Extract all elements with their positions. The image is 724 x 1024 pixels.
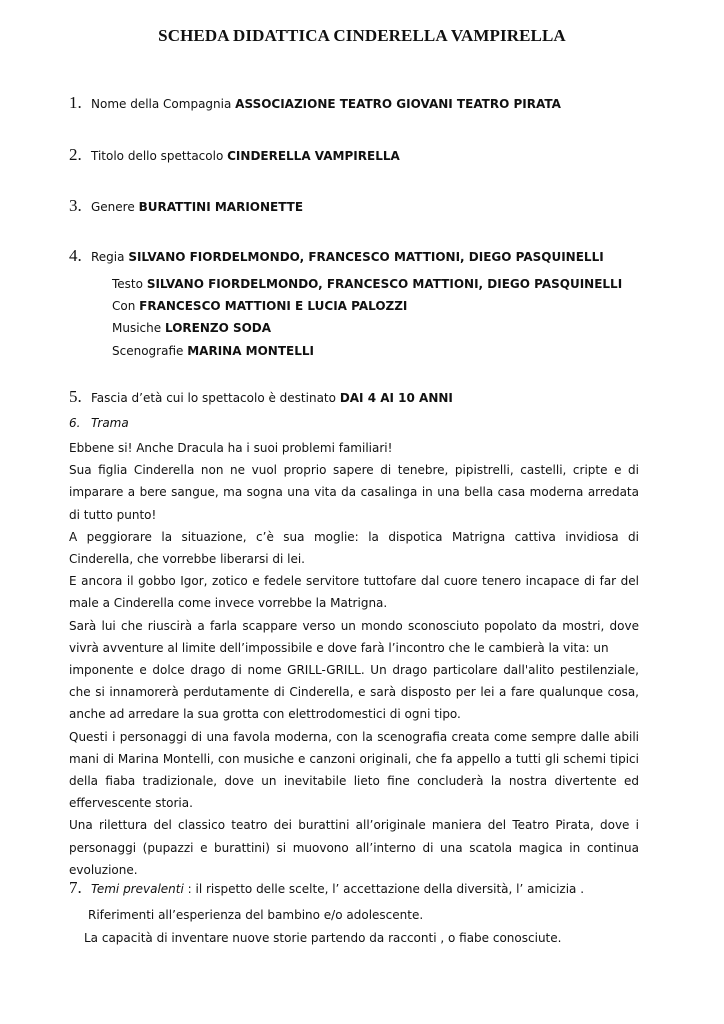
item-number: 2.	[69, 145, 82, 164]
item-value: BURATTINI MARIONETTE	[138, 200, 304, 214]
item-number: 1.	[69, 93, 82, 112]
credit-value: MARINA MONTELLI	[187, 344, 314, 358]
item-compagnia	[69, 93, 561, 113]
trama-paragraph: Sarà lui che riuscirà a farla scappare verso un mondo sconosciuto popolato da mostri, dove vivrà avventure al limite dell’impossibile e dove farà l’incontro che le cambierà la vita: un	[69, 618, 639, 655]
item-value: DAI 4 AI 10 ANNI	[339, 391, 453, 405]
trama-paragraph: Questi i personaggi di una favola moderna, con la scenografia creata come sempre dalle abili mani di Marina Montelli, con musiche e canzoni originali, che fa appello a tutti gli schemi tipici della fiaba tradizionale, dove un inevitabile lieto fine concluderà la nostra divertente ed effervescente storia.	[69, 729, 639, 811]
item-fascia-eta	[69, 387, 453, 407]
item-label: Fascia d’età cui lo spettacolo è destinato	[91, 391, 336, 405]
item-value: CINDERELLA VAMPIRELLA	[227, 149, 400, 163]
trama-paragraph: Sua figlia Cinderella non ne vuol proprio sapere di tenebre, pipistrelli, castelli, cripte e di imparare a bere sangue, ma sogna una vita da casalinga in una bella casa moderna arredata di tutto punto!	[69, 463, 639, 522]
item-label: Nome della Compagnia	[91, 97, 232, 111]
item-number: 6.	[69, 416, 81, 430]
temi-label: Temi prevalenti	[91, 882, 184, 896]
trama-paragraph: imponente e dolce drago di nome GRILL-GRILL. Un drago particolare dall'alito pestilenziale, che si innamorerà perdutamente di Cinderella, e sarà disposto per lei a fare qualunque cosa, anche ad arredare la sua grotta con elettrodomestici di ogni tipo.	[69, 663, 639, 722]
item-number: 4.	[69, 246, 82, 265]
item-value: SILVANO FIORDELMONDO, FRANCESCO MATTIONI, DIEGO PASQUINELLI	[128, 250, 604, 264]
item-number: 5.	[69, 387, 82, 406]
item-temi-prevalenti	[69, 878, 584, 898]
temi-text: : il rispetto delle scelte, l’ accettazione della diversità, l’ amicizia .	[183, 882, 585, 896]
credit-scenografie	[112, 344, 314, 358]
item-titolo	[69, 145, 400, 165]
riferimenti-line: Riferimenti all’esperienza del bambino e/o adolescente.	[88, 908, 424, 922]
capacita-line: La capacità di inventare nuove storie partendo da racconti , o fiabe conosciute.	[84, 931, 562, 945]
item-label: Titolo dello spettacolo	[91, 149, 224, 163]
trama-paragraph: Una rilettura del classico teatro dei burattini all’originale maniera del Teatro Pirata, dove i personaggi (pupazzi e burattini) si muovono all’interno di una scatola magica in continua evoluzione.	[69, 818, 639, 877]
trama-paragraph: Ebbene si! Anche Dracula ha i suoi problemi familiari!	[69, 441, 393, 455]
document-title: SCHEDA DIDATTICA CINDERELLA VAMPIRELLA	[158, 26, 566, 45]
trama-paragraph: E ancora il gobbo Igor, zotico e fedele servitore tuttofare dal cuore tenero incapace di far del male a Cinderella come invece vorrebbe la Matrigna.	[69, 574, 639, 611]
credit-label: Scenografie	[112, 344, 184, 358]
credit-con	[112, 299, 407, 313]
credit-value: SILVANO FIORDELMONDO, FRANCESCO MATTIONI, DIEGO PASQUINELLI	[146, 277, 623, 291]
item-regia	[69, 246, 604, 266]
credit-value: LORENZO SODA	[164, 321, 272, 335]
item-value: ASSOCIAZIONE TEATRO GIOVANI TEATRO PIRATA	[235, 97, 561, 111]
item-label: Genere	[91, 200, 135, 214]
credit-testo	[112, 277, 622, 291]
item-genere	[69, 196, 303, 216]
credit-musiche	[112, 321, 271, 335]
credit-value: FRANCESCO MATTIONI E LUCIA PALOZZI	[139, 299, 408, 313]
credit-label: Musiche	[112, 321, 162, 335]
trama-heading	[69, 416, 129, 430]
trama-heading-label: Trama	[91, 416, 129, 430]
item-number: 7.	[69, 878, 82, 897]
trama-body	[69, 437, 639, 881]
item-number: 3.	[69, 196, 82, 215]
item-label: Regia	[91, 250, 125, 264]
credit-label: Testo	[112, 277, 143, 291]
trama-paragraph: A peggiorare la situazione, c’è sua moglie: la dispotica Matrigna cattiva invidiosa di Cinderella, che vorrebbe liberarsi di lei.	[69, 529, 639, 567]
credit-label: Con	[112, 299, 136, 313]
